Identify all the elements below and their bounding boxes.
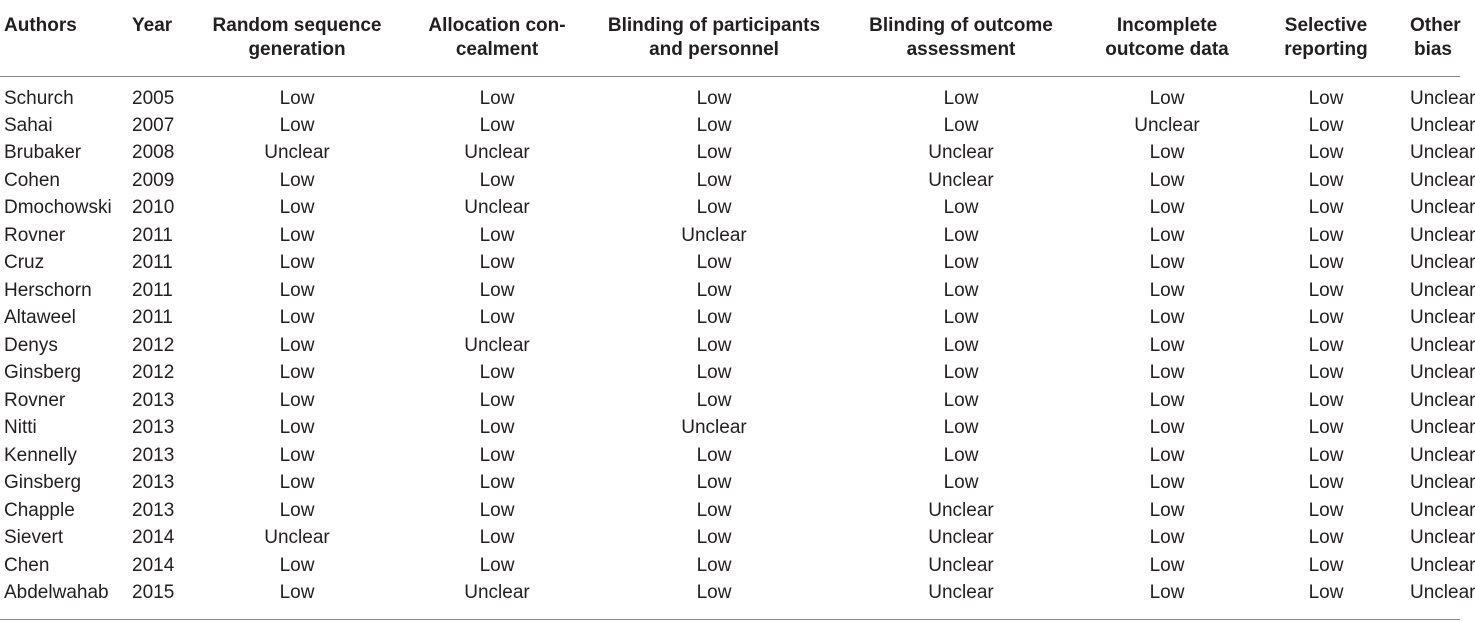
cell-blinding-outcome: Low: [943, 252, 979, 274]
cell-incomplete-data: Low: [1149, 554, 1185, 576]
cell-authors: Sahai: [4, 114, 53, 136]
cell-incomplete-data: Low: [1149, 224, 1185, 246]
column-header-line: outcome data: [1105, 39, 1229, 60]
cell-incomplete-data: Low: [1149, 334, 1185, 356]
cell-year: 2013: [132, 444, 175, 466]
cell-other-bias: Unclear: [1410, 307, 1475, 329]
cell-other-bias: Unclear: [1410, 334, 1475, 356]
cell-authors: Kennelly: [4, 444, 77, 466]
cell-random-sequence: Unclear: [264, 142, 330, 164]
cell-blinding-outcome: Unclear: [928, 169, 994, 191]
column-header-line: Allocation con-: [428, 15, 566, 36]
cell-other-bias: Unclear: [1410, 582, 1475, 604]
cell-year: 2011: [132, 252, 173, 274]
table-row: [0, 552, 1460, 580]
cell-other-bias: Unclear: [1410, 197, 1475, 219]
header-row: [0, 0, 1460, 76]
table-row: [0, 304, 1460, 332]
cell-random-sequence: Low: [279, 417, 315, 439]
cell-random-sequence: Low: [279, 252, 315, 274]
cell-incomplete-data: Low: [1149, 417, 1185, 439]
cell-blinding-participants: Low: [696, 472, 732, 494]
cell-random-sequence: Low: [279, 389, 315, 411]
column-header-blinding-outcome: [834, 0, 1088, 76]
cell-authors: Ginsberg: [4, 472, 82, 494]
cell-random-sequence: Unclear: [264, 527, 330, 549]
cell-blinding-participants: Low: [696, 499, 732, 521]
cell-selective-reporting: Low: [1308, 224, 1344, 246]
cell-blinding-outcome: Low: [943, 389, 979, 411]
cell-selective-reporting: Low: [1308, 527, 1344, 549]
cell-year: 2008: [132, 142, 175, 164]
table-row: [0, 222, 1460, 250]
cell-selective-reporting: Low: [1308, 334, 1344, 356]
cell-random-sequence: Low: [279, 197, 315, 219]
cell-random-sequence: Low: [279, 472, 315, 494]
cell-year: 2015: [132, 582, 175, 604]
cell-other-bias: Unclear: [1410, 389, 1475, 411]
cell-selective-reporting: Low: [1308, 197, 1344, 219]
column-header-line: assessment: [906, 39, 1016, 60]
cell-year: 2013: [132, 389, 175, 411]
table-row: [0, 579, 1460, 607]
column-header-blinding-participants: [594, 0, 834, 76]
cell-authors: Abdelwahab: [4, 582, 109, 604]
cell-blinding-outcome: Unclear: [928, 582, 994, 604]
cell-allocation: Low: [479, 307, 515, 329]
cell-blinding-participants: Low: [696, 444, 732, 466]
cell-random-sequence: Low: [279, 224, 315, 246]
cell-incomplete-data: Low: [1149, 499, 1185, 521]
cell-random-sequence: Low: [279, 87, 315, 109]
cell-random-sequence: Low: [279, 169, 315, 191]
cell-random-sequence: Low: [279, 499, 315, 521]
cell-incomplete-data: Low: [1149, 389, 1185, 411]
table-header: [0, 0, 1460, 76]
column-header-year: [128, 0, 194, 76]
column-header-allocation: [400, 0, 594, 76]
cell-allocation: Low: [479, 499, 515, 521]
column-header-line: Year: [132, 15, 173, 36]
cell-other-bias: Unclear: [1410, 252, 1475, 274]
table-row: [0, 359, 1460, 387]
cell-year: 2014: [132, 554, 175, 576]
column-header-line: generation: [248, 39, 346, 60]
cell-year: 2005: [132, 87, 175, 109]
cell-blinding-participants: Low: [696, 252, 732, 274]
cell-blinding-participants: Low: [696, 87, 732, 109]
cell-allocation: Low: [479, 252, 515, 274]
cell-allocation: Low: [479, 527, 515, 549]
cell-year: 2013: [132, 417, 175, 439]
cell-allocation: Low: [479, 554, 515, 576]
cell-selective-reporting: Low: [1308, 389, 1344, 411]
cell-selective-reporting: Low: [1308, 472, 1344, 494]
table-row: [0, 249, 1460, 277]
cell-year: 2011: [132, 307, 173, 329]
cell-year: 2013: [132, 499, 175, 521]
cell-incomplete-data: Low: [1149, 252, 1185, 274]
cell-blinding-participants: Low: [696, 142, 732, 164]
cell-blinding-outcome: Low: [943, 114, 979, 136]
cell-blinding-participants: Low: [696, 279, 732, 301]
cell-incomplete-data: Low: [1149, 472, 1185, 494]
cell-authors: Schurch: [4, 87, 74, 109]
cell-year: 2007: [132, 114, 175, 136]
cell-selective-reporting: Low: [1308, 362, 1344, 384]
cell-incomplete-data: Low: [1149, 87, 1185, 109]
cell-incomplete-data: Low: [1149, 279, 1185, 301]
cell-authors: Altaweel: [4, 307, 76, 329]
column-header-random-sequence: [194, 0, 400, 76]
cell-blinding-outcome: Low: [943, 334, 979, 356]
cell-authors: Rovner: [4, 389, 66, 411]
cell-authors: Herschorn: [4, 279, 92, 301]
cell-other-bias: Unclear: [1410, 114, 1475, 136]
cell-other-bias: Unclear: [1410, 417, 1475, 439]
cell-authors: Denys: [4, 334, 58, 356]
cell-blinding-outcome: Low: [943, 224, 979, 246]
column-header-line: Random sequence: [212, 15, 382, 36]
cell-selective-reporting: Low: [1308, 87, 1344, 109]
column-header-line: Blinding of participants: [607, 15, 821, 36]
cell-blinding-outcome: Low: [943, 87, 979, 109]
cell-allocation: Low: [479, 279, 515, 301]
cell-year: 2013: [132, 472, 175, 494]
cell-incomplete-data: Low: [1149, 197, 1185, 219]
table-row: [0, 76, 1460, 112]
cell-random-sequence: Low: [279, 362, 315, 384]
cell-blinding-participants: Low: [696, 307, 732, 329]
cell-blinding-participants: Low: [696, 582, 732, 604]
cell-authors: Rovner: [4, 224, 66, 246]
cell-blinding-outcome: Low: [943, 197, 979, 219]
cell-other-bias: Unclear: [1410, 169, 1475, 191]
cell-random-sequence: Low: [279, 554, 315, 576]
cell-year: 2009: [132, 169, 175, 191]
cell-blinding-participants: Low: [696, 362, 732, 384]
cell-authors: Chapple: [4, 499, 75, 521]
column-header-line: Blinding of outcome: [869, 15, 1053, 36]
table-row: [0, 442, 1460, 470]
cell-authors: Dmochowski: [4, 197, 112, 219]
cell-incomplete-data: Unclear: [1134, 114, 1200, 136]
cell-year: 2010: [132, 197, 175, 219]
cell-other-bias: Unclear: [1410, 499, 1475, 521]
cell-authors: Nitti: [4, 417, 37, 439]
cell-selective-reporting: Low: [1308, 417, 1344, 439]
cell-allocation: Low: [479, 169, 515, 191]
cell-allocation: Unclear: [464, 142, 530, 164]
cell-allocation: Low: [479, 444, 515, 466]
table-row: [0, 139, 1460, 167]
table-row: [0, 469, 1460, 497]
cell-allocation: Unclear: [464, 334, 530, 356]
column-header-authors: [0, 0, 128, 76]
cell-year: 2014: [132, 527, 175, 549]
column-header-line: reporting: [1284, 39, 1368, 60]
column-header-incomplete-data: [1088, 0, 1246, 76]
cell-incomplete-data: Low: [1149, 169, 1185, 191]
cell-allocation: Unclear: [464, 582, 530, 604]
cell-blinding-participants: Low: [696, 389, 732, 411]
cell-blinding-participants: Low: [696, 527, 732, 549]
cell-blinding-participants: Low: [696, 169, 732, 191]
column-header-line: and personnel: [649, 39, 779, 60]
cell-selective-reporting: Low: [1308, 582, 1344, 604]
table-row: [0, 112, 1460, 140]
cell-authors: Chen: [4, 554, 50, 576]
cell-random-sequence: Low: [279, 279, 315, 301]
cell-allocation: Low: [479, 224, 515, 246]
cell-random-sequence: Low: [279, 114, 315, 136]
cell-selective-reporting: Low: [1308, 252, 1344, 274]
cell-blinding-outcome: Low: [943, 444, 979, 466]
cell-other-bias: Unclear: [1410, 444, 1475, 466]
cell-blinding-participants: Low: [696, 554, 732, 576]
cell-incomplete-data: Low: [1149, 362, 1185, 384]
cell-blinding-participants: Low: [696, 334, 732, 356]
cell-selective-reporting: Low: [1308, 499, 1344, 521]
cell-blinding-participants: Low: [696, 114, 732, 136]
cell-authors: Brubaker: [4, 142, 82, 164]
cell-other-bias: Unclear: [1410, 527, 1475, 549]
column-header-other-bias: [1406, 0, 1460, 76]
cell-random-sequence: Low: [279, 582, 315, 604]
cell-blinding-outcome: Unclear: [928, 527, 994, 549]
table-row: [0, 277, 1460, 305]
cell-other-bias: Unclear: [1410, 472, 1475, 494]
cell-year: 2012: [132, 362, 175, 384]
cell-authors: Sievert: [4, 527, 64, 549]
cell-allocation: Low: [479, 417, 515, 439]
cell-other-bias: Unclear: [1410, 362, 1475, 384]
table-row: [0, 167, 1460, 195]
cell-authors: Ginsberg: [4, 362, 82, 384]
table-body: [0, 76, 1475, 607]
cell-other-bias: Unclear: [1410, 142, 1475, 164]
cell-other-bias: Unclear: [1410, 279, 1475, 301]
cell-selective-reporting: Low: [1308, 169, 1344, 191]
table-row: [0, 414, 1460, 442]
cell-other-bias: Unclear: [1410, 87, 1475, 109]
cell-other-bias: Unclear: [1410, 554, 1475, 576]
cell-blinding-outcome: Unclear: [928, 499, 994, 521]
column-header-line: Authors: [4, 15, 77, 36]
cell-selective-reporting: Low: [1308, 114, 1344, 136]
cell-allocation: Low: [479, 472, 515, 494]
column-header-line: Incomplete: [1116, 15, 1218, 36]
column-header-line: Selective: [1284, 15, 1368, 36]
cell-authors: Cruz: [4, 252, 45, 274]
cell-other-bias: Unclear: [1410, 224, 1475, 246]
cell-random-sequence: Low: [279, 444, 315, 466]
cell-random-sequence: Low: [279, 307, 315, 329]
cell-selective-reporting: Low: [1308, 307, 1344, 329]
cell-blinding-outcome: Unclear: [928, 142, 994, 164]
cell-allocation: Low: [479, 362, 515, 384]
table-row: [0, 497, 1460, 525]
cell-selective-reporting: Low: [1308, 142, 1344, 164]
table-row: [0, 524, 1460, 552]
bottom-rule: [0, 619, 1460, 620]
cell-allocation: Unclear: [464, 197, 530, 219]
cell-blinding-outcome: Low: [943, 472, 979, 494]
cell-incomplete-data: Low: [1149, 444, 1185, 466]
cell-selective-reporting: Low: [1308, 444, 1344, 466]
cell-year: 2011: [132, 279, 173, 301]
cell-blinding-participants: Unclear: [681, 224, 747, 246]
cell-allocation: Low: [479, 114, 515, 136]
column-header-line: Other: [1410, 15, 1461, 36]
cell-incomplete-data: Low: [1149, 582, 1185, 604]
cell-incomplete-data: Low: [1149, 307, 1185, 329]
cell-authors: Cohen: [4, 169, 60, 191]
cell-allocation: Low: [479, 87, 515, 109]
cell-blinding-outcome: Low: [943, 279, 979, 301]
cell-incomplete-data: Low: [1149, 142, 1185, 164]
cell-selective-reporting: Low: [1308, 554, 1344, 576]
cell-blinding-outcome: Unclear: [928, 554, 994, 576]
cell-random-sequence: Low: [279, 334, 315, 356]
cell-blinding-participants: Low: [696, 197, 732, 219]
table-row: [0, 332, 1460, 360]
cell-allocation: Low: [479, 389, 515, 411]
cell-year: 2012: [132, 334, 175, 356]
cell-blinding-outcome: Low: [943, 417, 979, 439]
column-header-selective-reporting: [1246, 0, 1406, 76]
cell-selective-reporting: Low: [1308, 279, 1344, 301]
cell-blinding-outcome: Low: [943, 307, 979, 329]
table-row: [0, 194, 1460, 222]
cell-year: 2011: [132, 224, 173, 246]
column-header-line: cealment: [455, 39, 539, 60]
cell-blinding-outcome: Low: [943, 362, 979, 384]
cell-incomplete-data: Low: [1149, 527, 1185, 549]
cell-blinding-participants: Unclear: [681, 417, 747, 439]
table-row: [0, 387, 1460, 415]
column-header-line: bias: [1413, 39, 1453, 60]
